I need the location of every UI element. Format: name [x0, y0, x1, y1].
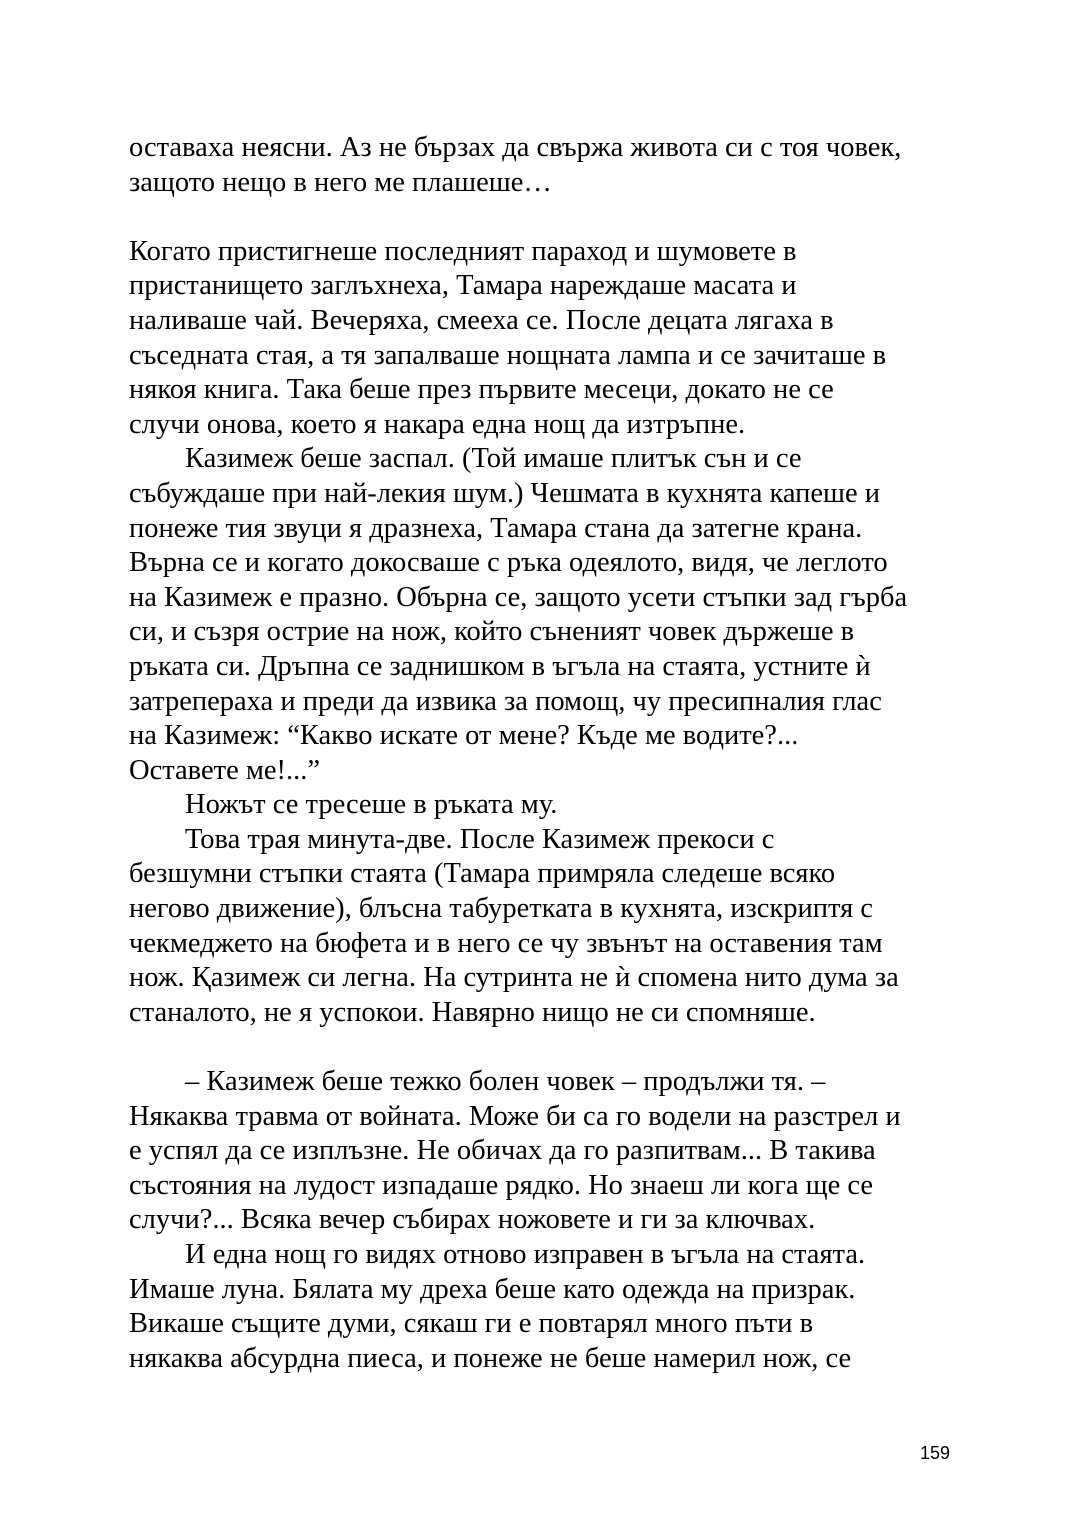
paragraph-first-line: Казимеж беше заспал. (Той имаше плитък сън и се: [185, 443, 802, 475]
body-text: [129, 131, 959, 1376]
blank-line: [129, 1030, 959, 1065]
text-line: случи онова, което я накара една нощ да изтръпне.: [129, 408, 746, 440]
text-line: Някаква травма от войната. Може би са го водели на разстрел и: [129, 1100, 901, 1132]
text-line: някоя книга. Така беше през първите месеци, докато не се: [129, 374, 834, 406]
text-line: наливаше чай. Вечеряха, смееха се. После децата лягаха в: [129, 304, 834, 336]
text-line: защото нещо в него ме плашеше…: [129, 166, 552, 198]
text-line: Викаше същите думи, сякаш ги е повтарял много пъти в: [129, 1308, 814, 1340]
text-line: състояния на лудост изпадаше рядко. Но знаеш ли кога ще се: [129, 1169, 874, 1201]
paragraph-first-line: И една нощ го видях отново изправен в ъгъла на стаята.: [185, 1239, 866, 1270]
text-line: Върна се и когато докосваше с ръка одеялото, видя, че леглото: [129, 547, 888, 579]
text-line: понеже тия звуци я дразнеха, Тамара стана да затегне крана.: [129, 512, 863, 544]
blank-line: [129, 200, 959, 235]
paragraph-first-line: Ножът се тресеше в ръката му.: [185, 789, 558, 821]
text-line: на Казимеж е празно. Обърна се, защото усети стъпки зад гърба: [129, 581, 908, 613]
text-line: нож. Қазимеж си легна. На сутринта не ѝ спомена нито дума за: [129, 962, 899, 994]
paragraph-first-line: Това трая минута-две. После Казимеж прекоси с: [185, 823, 775, 855]
text-line: станалото, не я успокои. Навярно нищо не си спомняше.: [129, 996, 816, 1028]
page-number: 159: [919, 1443, 950, 1463]
text-line: ръката си. Дръпна се заднишком в ъгъла на стаята, устните ѝ: [129, 650, 871, 682]
text-line: събуждаше при най-лекия шум.) Чешмата в кухнята капеше и: [129, 477, 881, 509]
text-line: Когато пристигнеше последният параход и шумовете в: [129, 235, 797, 267]
paragraph-first-line: – Казимеж беше тежко болен човек – продължи тя. –: [185, 1066, 826, 1098]
text-line: пристанището заглъхнеха, Тамара нареждаше масата и: [129, 270, 797, 302]
text-line: Имаше луна. Бялата му дреха беше като одежда на призрак.: [129, 1273, 856, 1305]
text-line: си, и съзря острие на нож, който сънeният човек държеше в: [129, 616, 855, 648]
text-line: съседната стая, а тя запалваше нощната лампа и се зачиташе в: [129, 339, 887, 371]
text-line: случи?... Всяка вечер събирах ножовете и ги за ключвах.: [129, 1204, 816, 1236]
text-line: е успял да се изплъзне. Не обичах да го разпитвам... В такива: [129, 1135, 876, 1167]
text-line: затреперaха и преди да извика за помощ, чу пресипналия глас: [129, 685, 882, 717]
text-line: оставаха неясни. Аз не бързах да свържа живота си с тоя човек,: [129, 132, 902, 163]
text-line: негово движение), блъсна табуретката в кухнята, изскриптя с: [129, 893, 873, 925]
text-line: чекмеджето на бюфета и в него се чу звънът на оставения там: [129, 927, 883, 959]
text-line: някаква абсурдна пиеса, и понеже не беше намерил нож, се: [129, 1342, 852, 1374]
text-line: безшумни стъпки стаята (Тамара примряла следеше всяко: [129, 858, 836, 890]
text-line: на Казимеж: “Какво искате от мене? Къде ме водите?...: [129, 720, 799, 752]
text-line: Оставете ме!...”: [129, 754, 321, 786]
